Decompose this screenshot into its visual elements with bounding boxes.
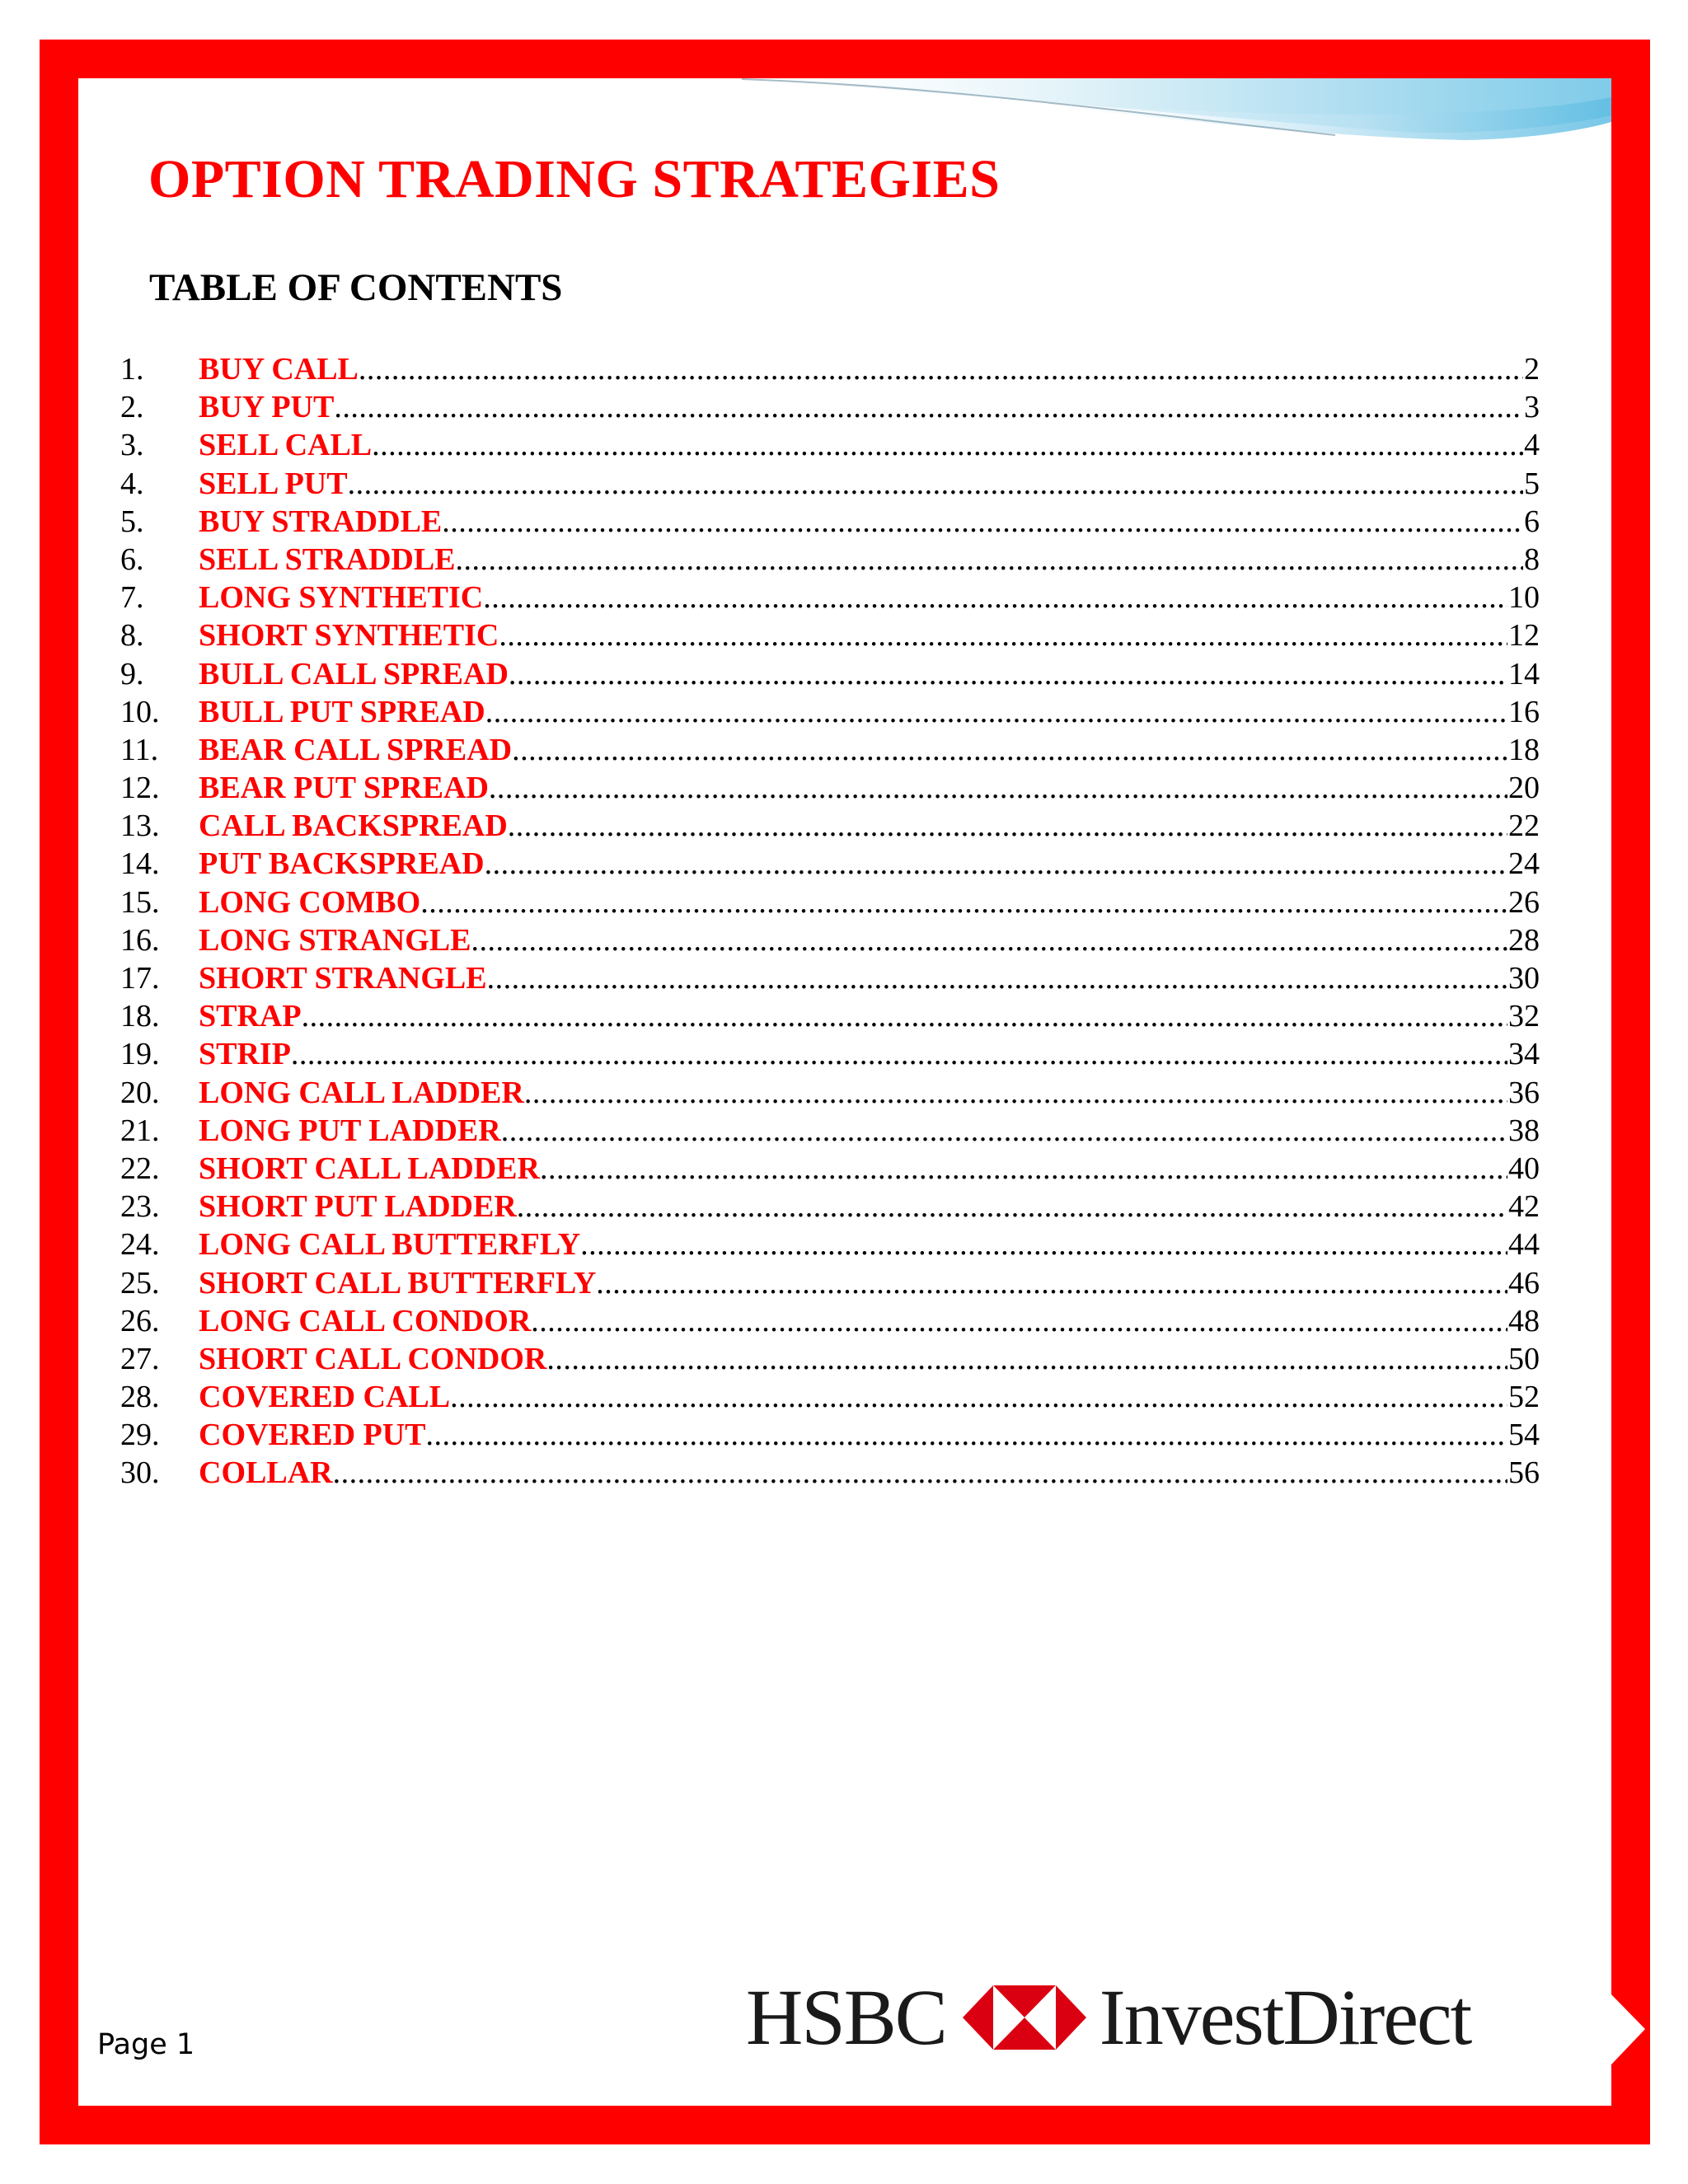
toc-entry-label[interactable]: SELL PUT (199, 466, 348, 501)
toc-dot-leader (333, 1454, 1507, 1492)
toc-entry[interactable] (120, 579, 1540, 616)
toc-entry-label[interactable]: LONG CALL LADDER (199, 1075, 524, 1110)
toc-entry-number: 17. (120, 961, 160, 996)
toc-entry-label[interactable]: SELL STRADDLE (199, 541, 456, 577)
toc-entry-number: 15. (120, 884, 160, 920)
toc-entry-number: 1. (120, 352, 144, 387)
toc-entry-label[interactable]: STRAP (199, 999, 302, 1034)
toc-entry-page: 46 (1508, 1265, 1540, 1301)
toc-dot-leader (450, 1378, 1507, 1416)
toc-entry-page: 50 (1508, 1341, 1540, 1376)
toc-entry-number: 20. (120, 1075, 160, 1110)
toc-dot-leader (485, 845, 1507, 883)
toc-entry[interactable] (120, 1035, 1540, 1073)
toc-entry[interactable] (120, 1074, 1540, 1112)
toc-entry-number: 28. (120, 1380, 160, 1415)
toc-entry[interactable] (120, 616, 1540, 654)
toc-entry-label[interactable]: COVERED PUT (199, 1418, 426, 1453)
toc-entry[interactable] (120, 1150, 1540, 1188)
toc-entry-number: 24. (120, 1227, 160, 1263)
toc-dot-leader (291, 1035, 1507, 1073)
toc-entry-page: 28 (1508, 922, 1540, 958)
toc-entry-label[interactable]: COVERED CALL (199, 1380, 451, 1415)
toc-dot-leader (302, 997, 1507, 1035)
toc-entry-number: 25. (120, 1265, 160, 1301)
toc-dot-leader (348, 465, 1523, 503)
toc-entry-page: 3 (1524, 390, 1540, 425)
toc-dot-leader (489, 769, 1507, 807)
toc-entry-number: 8. (120, 618, 144, 654)
toc-dot-leader (485, 693, 1507, 731)
toc-entry-label[interactable]: LONG COMBO (199, 884, 421, 920)
toc-entry[interactable] (120, 388, 1540, 426)
toc-dot-leader (524, 1074, 1507, 1112)
toc-dot-leader (517, 1188, 1507, 1226)
logo-word-hsbc: HSBC (746, 1973, 946, 2061)
toc-entry-page: 52 (1508, 1380, 1540, 1415)
toc-entry-page: 14 (1508, 656, 1540, 691)
toc-entry-page: 16 (1508, 694, 1540, 729)
toc-entry-page: 2 (1524, 352, 1540, 387)
toc-entry-number: 13. (120, 808, 160, 844)
toc-entry-number: 29. (120, 1418, 160, 1453)
toc-entry-page: 34 (1508, 1037, 1540, 1072)
toc-entry-label[interactable]: CALL BACKSPREAD (199, 808, 508, 844)
toc-entry[interactable] (120, 883, 1540, 921)
toc-entry-label[interactable]: BEAR CALL SPREAD (199, 732, 513, 767)
toc-entry-number: 22. (120, 1151, 160, 1186)
toc-entry-page: 32 (1508, 999, 1540, 1034)
hsbc-investdirect-logo (746, 1973, 1521, 2061)
toc-entry-label[interactable]: BEAR PUT SPREAD (199, 771, 489, 806)
toc-entry-number: 11. (120, 732, 159, 767)
toc-entry-number: 10. (120, 694, 160, 729)
toc-entry[interactable] (120, 655, 1540, 693)
toc-entry-label[interactable]: LONG SYNTHETIC (199, 580, 484, 616)
toc-entry[interactable] (120, 731, 1540, 769)
toc-entry-number: 12. (120, 771, 160, 806)
toc-entry-number: 30. (120, 1455, 160, 1491)
toc-entry[interactable] (120, 1340, 1540, 1378)
toc-entry-number: 6. (120, 541, 144, 577)
toc-entry[interactable] (120, 769, 1540, 807)
toc-entry-number: 4. (120, 466, 144, 501)
toc-entry-label[interactable]: PUT BACKSPREAD (199, 846, 485, 882)
toc-dot-leader (546, 1340, 1507, 1378)
toc-entry-label[interactable]: BUY PUT (199, 390, 335, 425)
toc-entry-number: 21. (120, 1113, 160, 1148)
toc-entry[interactable] (120, 1112, 1540, 1150)
toc-entry[interactable] (120, 541, 1540, 579)
toc-entry-label[interactable]: SHORT CALL BUTTERFLY (199, 1265, 597, 1301)
toc-entry[interactable] (120, 959, 1540, 997)
toc-entry-page: 40 (1508, 1151, 1540, 1186)
toc-dot-leader (509, 655, 1507, 693)
toc-entry-number: 14. (120, 846, 160, 882)
toc-entry[interactable] (120, 1302, 1540, 1340)
toc-entry-label[interactable]: SHORT CALL LADDER (199, 1151, 540, 1186)
toc-entry-page: 38 (1508, 1113, 1540, 1148)
toc-entry-number: 26. (120, 1303, 160, 1338)
toc-dot-leader (508, 807, 1507, 845)
toc-entry-label[interactable]: LONG STRANGLE (199, 922, 471, 958)
hsbc-hexagon-icon (963, 1985, 1086, 2050)
toc-entry[interactable] (120, 693, 1540, 731)
toc-dot-leader (580, 1226, 1507, 1263)
toc-entry-label[interactable]: SHORT CALL CONDOR (199, 1341, 547, 1376)
toc-entry-page: 18 (1508, 732, 1540, 767)
toc-dot-leader (487, 959, 1507, 997)
toc-entry-page: 48 (1508, 1303, 1540, 1338)
toc-entry[interactable] (120, 1416, 1540, 1454)
toc-entry-number: 2. (120, 390, 144, 425)
toc-heading: TABLE OF CONTENTS (149, 266, 563, 309)
toc-entry-number: 23. (120, 1189, 160, 1225)
toc-entry-label[interactable]: SELL CALL (199, 428, 373, 463)
toc-entry-page: 5 (1524, 466, 1540, 501)
toc-entry-page: 20 (1508, 771, 1540, 806)
toc-entry-page: 8 (1524, 541, 1540, 577)
toc-dot-leader (596, 1264, 1507, 1302)
toc-entry-label[interactable]: LONG CALL CONDOR (199, 1303, 532, 1338)
toc-entry[interactable] (120, 1188, 1540, 1226)
toc-entry-number: 16. (120, 922, 160, 958)
toc-entry-page: 54 (1508, 1418, 1540, 1453)
toc-entry[interactable] (120, 1226, 1540, 1263)
toc-entry-number: 27. (120, 1341, 160, 1376)
toc-entry-number: 9. (120, 656, 144, 691)
toc-entry[interactable] (120, 465, 1540, 503)
toc-dot-leader (359, 350, 1523, 388)
toc-list (120, 350, 1540, 1493)
toc-dot-leader (501, 1112, 1507, 1150)
toc-entry-page: 56 (1508, 1455, 1540, 1491)
toc-entry[interactable] (120, 1378, 1540, 1416)
toc-entry-label[interactable]: BULL CALL SPREAD (199, 656, 509, 691)
toc-entry[interactable] (120, 426, 1540, 464)
toc-entry-page: 30 (1508, 961, 1540, 996)
toc-entry-page: 26 (1508, 884, 1540, 920)
toc-dot-leader (456, 541, 1523, 579)
toc-entry-label[interactable]: SHORT STRANGLE (199, 961, 487, 996)
toc-entry-label[interactable]: BULL PUT SPREAD (199, 694, 485, 729)
toc-entry[interactable] (120, 1454, 1540, 1492)
toc-dot-leader (372, 426, 1523, 464)
toc-entry-number: 7. (120, 580, 144, 616)
header-swoosh (0, 0, 1688, 165)
toc-entry-label[interactable]: LONG PUT LADDER (199, 1113, 501, 1148)
toc-entry[interactable] (120, 807, 1540, 845)
toc-entry-label[interactable]: SHORT SYNTHETIC (199, 618, 499, 654)
toc-entry-page: 22 (1508, 808, 1540, 844)
toc-dot-leader (531, 1302, 1507, 1340)
toc-dot-leader (540, 1150, 1507, 1188)
document-title: OPTION TRADING STRATEGIES (148, 149, 1001, 209)
page-number: Page 1 (97, 2028, 195, 2061)
toc-entry-number: 19. (120, 1037, 160, 1072)
toc-dot-leader (420, 883, 1507, 921)
toc-entry-page: 12 (1508, 618, 1540, 654)
toc-entry[interactable] (120, 350, 1540, 388)
toc-dot-leader (483, 579, 1507, 616)
toc-dot-leader (471, 921, 1507, 959)
toc-dot-leader (426, 1416, 1507, 1454)
toc-entry-number: 5. (120, 504, 144, 539)
toc-dot-leader (512, 731, 1507, 769)
toc-dot-leader (442, 503, 1523, 541)
toc-entry-page: 42 (1508, 1189, 1540, 1225)
toc-entry-page: 44 (1508, 1227, 1540, 1263)
toc-dot-leader (334, 388, 1523, 426)
toc-entry-page: 6 (1524, 504, 1540, 539)
toc-entry[interactable] (120, 503, 1540, 541)
toc-entry-label[interactable]: COLLAR (199, 1455, 333, 1491)
toc-entry[interactable] (120, 921, 1540, 959)
toc-entry-page: 36 (1508, 1075, 1540, 1110)
logo-word-investdirect: InvestDirect (1099, 1973, 1471, 2061)
toc-entry[interactable] (120, 1264, 1540, 1302)
toc-entry-label[interactable]: BUY STRADDLE (199, 504, 443, 539)
toc-entry-number: 18. (120, 999, 160, 1034)
toc-entry-label[interactable]: SHORT PUT LADDER (199, 1189, 517, 1225)
toc-entry-page: 10 (1508, 580, 1540, 616)
toc-entry-page: 4 (1524, 428, 1540, 463)
toc-dot-leader (499, 616, 1507, 654)
toc-entry-page: 24 (1508, 846, 1540, 882)
toc-entry-label[interactable]: STRIP (199, 1037, 291, 1072)
toc-entry-label[interactable]: LONG CALL BUTTERFLY (199, 1227, 581, 1263)
toc-entry-label[interactable]: BUY CALL (199, 352, 359, 387)
toc-entry-number: 3. (120, 428, 144, 463)
toc-entry[interactable] (120, 845, 1540, 883)
toc-entry[interactable] (120, 997, 1540, 1035)
